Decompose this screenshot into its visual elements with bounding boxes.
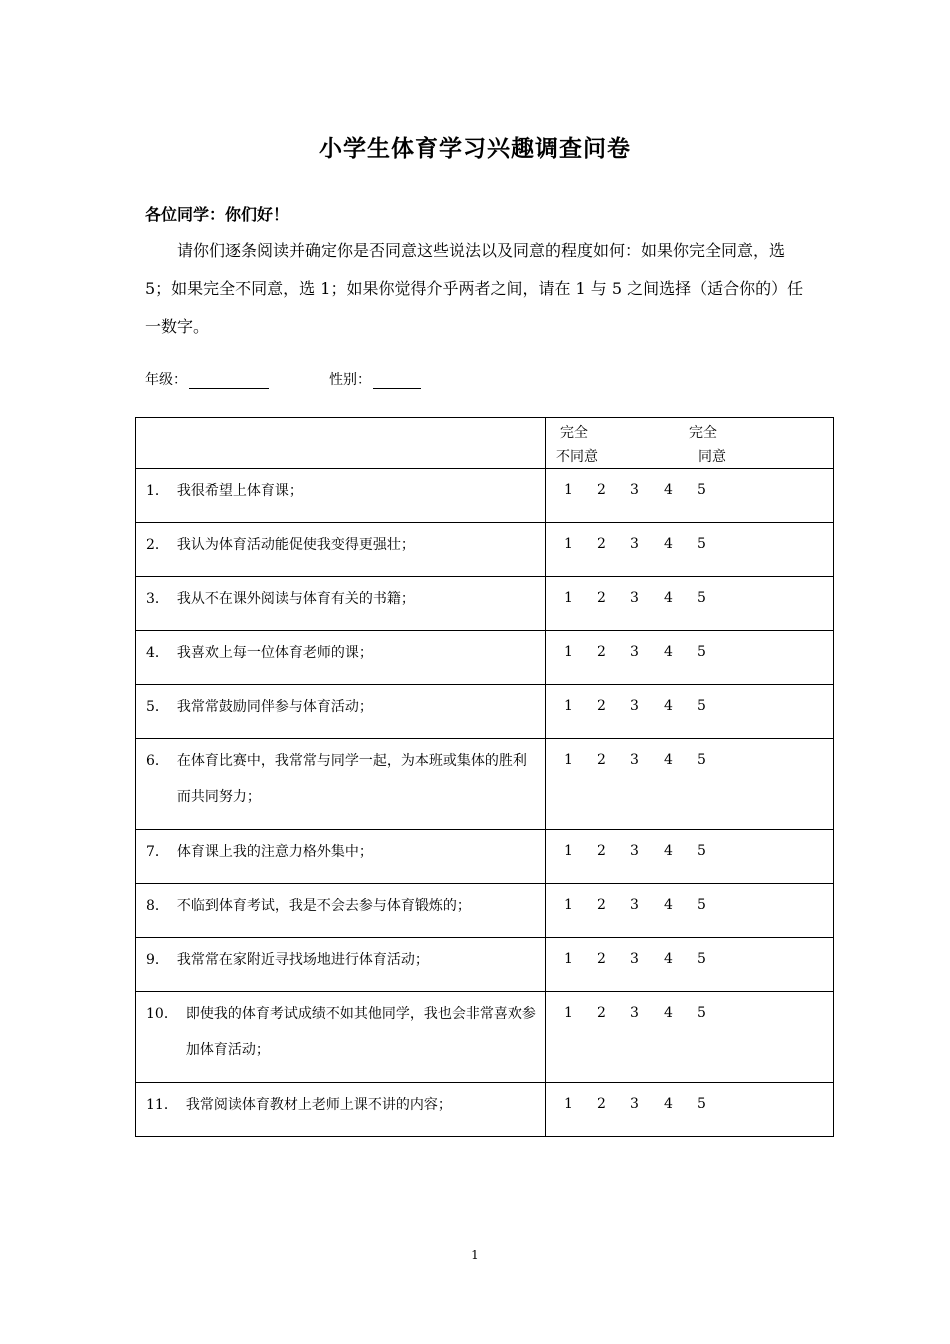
grade-label: 年级： xyxy=(145,372,187,388)
scale-option-5[interactable]: 5 xyxy=(697,843,706,859)
scale-cell xyxy=(546,631,834,685)
scale-option-1[interactable]: 1 xyxy=(564,536,573,552)
scale-cell xyxy=(546,577,834,631)
question-number: 2． xyxy=(146,537,169,553)
question-number: 10． xyxy=(146,1006,178,1022)
scale-cell xyxy=(546,739,834,830)
question-text: 我喜欢上每一位体育老师的课； xyxy=(176,645,373,661)
scale-option-5[interactable]: 5 xyxy=(697,482,706,498)
scale-option-4[interactable]: 4 xyxy=(664,1096,673,1112)
header-scale-cell xyxy=(546,418,834,469)
question-number: 3． xyxy=(146,591,169,607)
scale-option-4[interactable]: 4 xyxy=(664,752,673,768)
scale-option-3[interactable]: 3 xyxy=(630,951,639,967)
scale-option-3[interactable]: 3 xyxy=(630,1005,639,1021)
question-text: 体育课上我的注意力格外集中； xyxy=(176,844,373,860)
scale-cell xyxy=(546,830,834,884)
question-text: 不临到体育考试，我是不会去参与体育锻炼的； xyxy=(176,898,471,914)
question-number: 9． xyxy=(146,952,169,968)
scale-option-3[interactable]: 3 xyxy=(630,897,639,913)
scale-option-5[interactable]: 5 xyxy=(697,698,706,714)
scale-option-5[interactable]: 5 xyxy=(697,590,706,606)
scale-option-3[interactable]: 3 xyxy=(630,752,639,768)
scale-option-3[interactable]: 3 xyxy=(630,698,639,714)
scale-option-2[interactable]: 2 xyxy=(597,1005,606,1021)
question-text: 在体育比赛中，我常常与同学一起，为本班或集体的胜利而共同努力； xyxy=(176,753,527,805)
gender-label: 性别： xyxy=(329,372,371,388)
scale-option-1[interactable]: 1 xyxy=(564,698,573,714)
scale-option-4[interactable]: 4 xyxy=(664,482,673,498)
question-cell xyxy=(136,1083,546,1137)
scale-option-3[interactable]: 3 xyxy=(630,536,639,552)
page-number: 1 xyxy=(471,1248,479,1262)
scale-option-3[interactable]: 3 xyxy=(630,482,639,498)
question-number: 5． xyxy=(146,699,169,715)
scale-option-5[interactable]: 5 xyxy=(697,1005,706,1021)
scale-option-4[interactable]: 4 xyxy=(664,644,673,660)
scale-option-2[interactable]: 2 xyxy=(597,951,606,967)
scale-option-1[interactable]: 1 xyxy=(564,843,573,859)
scale-option-4[interactable]: 4 xyxy=(664,590,673,606)
scale-cell xyxy=(546,884,834,938)
scale-label-strongly-agree-bottom: 同意 xyxy=(698,449,726,465)
scale-option-4[interactable]: 4 xyxy=(664,951,673,967)
scale-option-5[interactable]: 5 xyxy=(697,897,706,913)
scale-option-4[interactable]: 4 xyxy=(664,1005,673,1021)
greeting: 各位同学：你们好！ xyxy=(145,205,290,224)
scale-label-strongly-disagree-top: 完全 xyxy=(560,425,588,441)
scale-option-1[interactable]: 1 xyxy=(564,590,573,606)
scale-cell xyxy=(546,523,834,577)
scale-option-1[interactable]: 1 xyxy=(564,482,573,498)
grade-blank[interactable] xyxy=(189,372,269,389)
scale-option-5[interactable]: 5 xyxy=(697,951,706,967)
gender-field xyxy=(329,369,421,389)
scale-option-4[interactable]: 4 xyxy=(664,897,673,913)
scale-option-1[interactable]: 1 xyxy=(564,1096,573,1112)
survey-table xyxy=(135,417,834,1137)
question-text: 我从不在课外阅读与体育有关的书籍； xyxy=(176,591,415,607)
table-row xyxy=(136,739,834,830)
question-number: 4． xyxy=(146,645,169,661)
question-text: 我认为体育活动能促使我变得更强壮； xyxy=(176,537,415,553)
question-number: 1． xyxy=(146,483,169,499)
scale-option-1[interactable]: 1 xyxy=(564,644,573,660)
scale-cell xyxy=(546,938,834,992)
scale-cell xyxy=(546,1083,834,1137)
scale-option-2[interactable]: 2 xyxy=(597,752,606,768)
scale-cell xyxy=(546,992,834,1083)
scale-option-5[interactable]: 5 xyxy=(697,536,706,552)
scale-option-1[interactable]: 1 xyxy=(564,951,573,967)
question-cell xyxy=(136,992,546,1083)
question-text: 我常常鼓励同伴参与体育活动； xyxy=(176,699,373,715)
scale-option-2[interactable]: 2 xyxy=(597,897,606,913)
scale-option-3[interactable]: 3 xyxy=(630,1096,639,1112)
scale-option-4[interactable]: 4 xyxy=(664,843,673,859)
question-number: 11． xyxy=(146,1097,178,1113)
question-text: 我常常在家附近寻找场地进行体育活动； xyxy=(176,952,429,968)
grade-field xyxy=(145,369,269,389)
instructions-paragraph: 请你们逐条阅读并确定你是否同意这些说法以及同意的程度如何：如果你完全同意，选 5；如果完全不同意，选 1；如果你觉得介乎两者之间，请在 1 与 5 之间选择（适合你的）任一数字。 xyxy=(145,241,804,336)
table-row xyxy=(136,992,834,1083)
scale-option-3[interactable]: 3 xyxy=(630,843,639,859)
scale-option-3[interactable]: 3 xyxy=(630,644,639,660)
scale-option-2[interactable]: 2 xyxy=(597,536,606,552)
scale-option-2[interactable]: 2 xyxy=(597,698,606,714)
table-row xyxy=(136,1083,834,1137)
question-text: 即使我的体育考试成绩不如其他同学，我也会非常喜欢参加体育活动； xyxy=(185,1006,536,1058)
scale-option-1[interactable]: 1 xyxy=(564,897,573,913)
scale-option-2[interactable]: 2 xyxy=(597,1096,606,1112)
scale-option-1[interactable]: 1 xyxy=(564,1005,573,1021)
scale-cell xyxy=(546,469,834,523)
scale-cell xyxy=(546,685,834,739)
question-cell xyxy=(136,739,546,830)
scale-option-1[interactable]: 1 xyxy=(564,752,573,768)
scale-option-2[interactable]: 2 xyxy=(597,843,606,859)
scale-option-2[interactable]: 2 xyxy=(597,482,606,498)
scale-label-strongly-disagree-bottom: 不同意 xyxy=(556,449,598,465)
scale-option-5[interactable]: 5 xyxy=(697,1096,706,1112)
question-number: 7． xyxy=(146,844,169,860)
question-number: 8． xyxy=(146,898,169,914)
scale-option-2[interactable]: 2 xyxy=(597,590,606,606)
scale-option-5[interactable]: 5 xyxy=(697,752,706,768)
gender-blank[interactable] xyxy=(373,372,421,389)
question-number: 6． xyxy=(146,753,169,769)
scale-option-5[interactable]: 5 xyxy=(697,644,706,660)
scale-option-4[interactable]: 4 xyxy=(664,698,673,714)
question-text: 我常阅读体育教材上老师上课不讲的内容； xyxy=(185,1097,452,1113)
scale-option-2[interactable]: 2 xyxy=(597,644,606,660)
scale-option-4[interactable]: 4 xyxy=(664,536,673,552)
question-text: 我很希望上体育课； xyxy=(176,483,303,499)
scale-option-3[interactable]: 3 xyxy=(630,590,639,606)
page-title: 小学生体育学习兴趣调查问卷 xyxy=(319,136,631,162)
scale-label-strongly-agree-top: 完全 xyxy=(689,425,717,441)
